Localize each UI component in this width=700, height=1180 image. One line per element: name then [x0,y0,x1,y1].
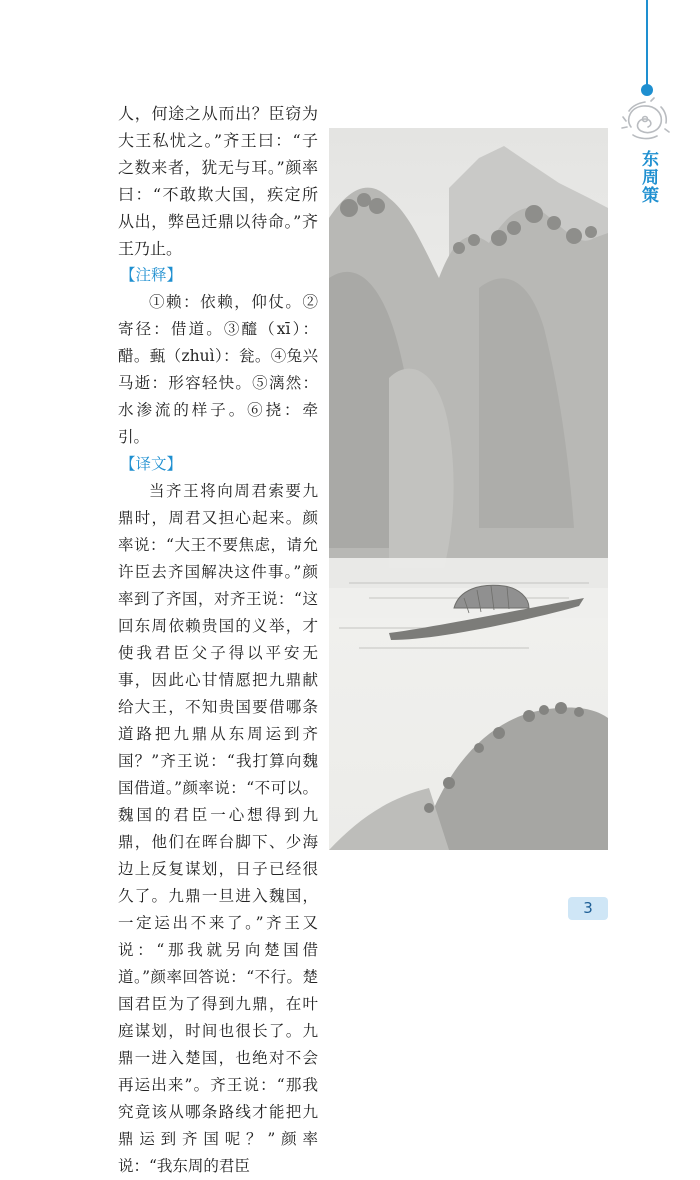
translation-text: 当齐王将向周君索要九鼎时，周君又担心起来。颜率说：“大王不要焦虑，请允许臣去齐国解决这件事。”颜率到了齐国，对齐王说：“这回东周依赖贵国的义举，才使我君臣父子得以平安无事，因此心甘情愿把九鼎献给大王，不知贵国要借哪条道路把九鼎从东周运到齐国？”齐王说：“我打算向魏国借道。”颜率说：“不可以。魏国的君臣一心想得到九鼎，他们在晖台脚下、少海边上反复谋划，日子已经很久了。九鼎一旦进入魏国，一定运出不来了。”齐王又说：“那我就另向楚国借道。”颜率回答说：“不行。楚国君臣为了得到九鼎，在叶庭谋划，时间也很长了。九鼎一进入楚国，也绝对不会再运出来”。齐王说：“那我究竟该从哪条路线才能把九鼎运到齐国呢？”颜率说：“我东周的君臣 [118,482,318,1175]
notes-text: ①赖：依赖，仰仗。②寄径：借道。③醯（xī）：醋。甀（zhuì）：瓮。④兔兴马逝：形容轻快。⑤漓然：水渗流的样子。⑥挠：牵引。 [118,293,318,446]
section-title: 东周策 [638,150,658,204]
translation-heading: 【译文】 [120,455,183,473]
original-text: 人，何途之从而出？臣窃为大王私忧之。”齐王曰：“子之数来者，犹无与耳。”颜率曰：“不敢欺大国，疾定所从出，弊邑迁鼎以待命。”齐王乃止。 [118,104,318,258]
notes-heading: 【注释】 [120,266,183,284]
ink-landscape-painting [329,128,608,850]
dragon-ornament-icon [621,97,671,145]
side-dot [641,84,653,96]
page-number: 3 [568,897,608,920]
main-text-column [118,100,318,1180]
side-line [646,0,648,88]
